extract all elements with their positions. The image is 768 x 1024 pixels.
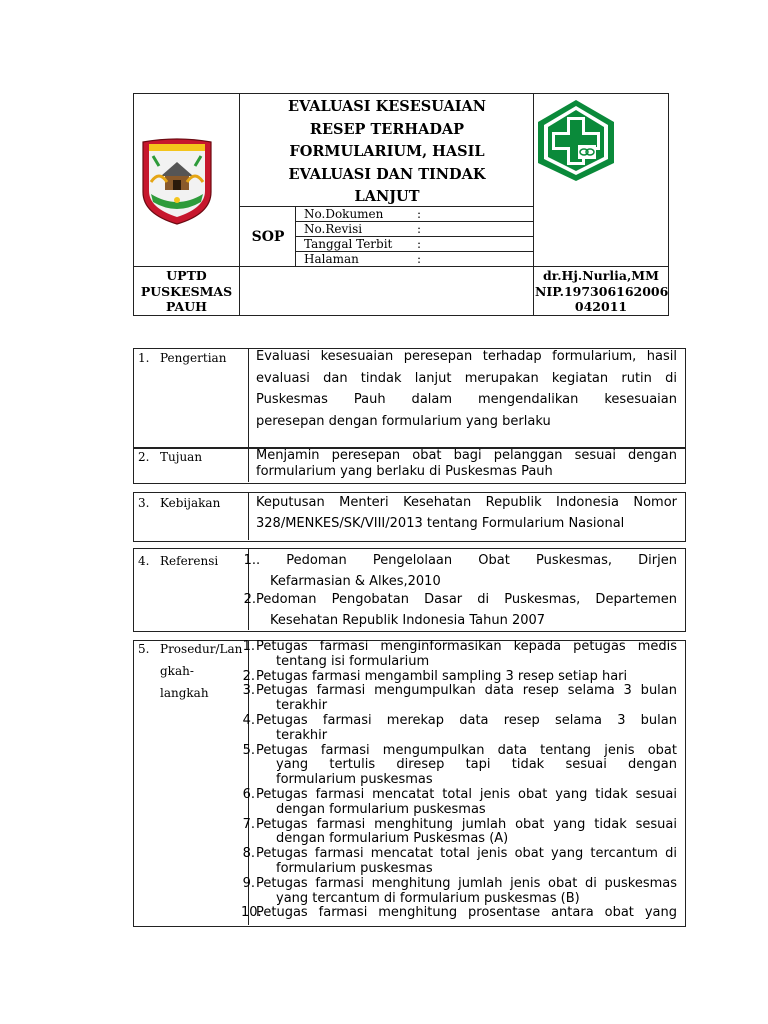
procedure-step	[241, 684, 677, 714]
step-number: 10.	[241, 905, 262, 921]
signer-line: NIP.197306162006	[535, 283, 669, 299]
doc-field-label: Halaman	[304, 252, 359, 266]
title-line: EVALUASI DAN TINDAK	[288, 165, 486, 183]
procedure-step	[241, 877, 677, 907]
section-title: gkah-	[160, 664, 194, 678]
section-label	[138, 492, 220, 514]
text-line: formularium yang berlaku di Puskesmas Pauh	[256, 464, 553, 479]
doc-field-row	[0, 237, 768, 252]
unit-line: PUSKESMAS	[140, 283, 233, 299]
procedure-step	[241, 714, 677, 744]
step-number: 1.	[242, 639, 255, 654]
procedure-step	[241, 847, 677, 877]
step-number: 8.	[242, 846, 255, 862]
step-text: Petugas farmasi mengumpulkan data tentang jenis obat	[256, 742, 677, 758]
step-number: 9.	[242, 875, 255, 891]
text-line: Menjamin peresepan obat bagi pelanggan sesuai dengan	[256, 448, 677, 463]
signer-line: 042011	[574, 299, 628, 314]
doc-field-label: Tanggal Terbit	[304, 237, 393, 251]
step-text: formularium puskesmas	[276, 772, 433, 788]
text-line: Keputusan Menteri Kesehatan Republik Indonesia Nomor	[256, 495, 677, 510]
section-number: 5.	[138, 642, 150, 656]
doc-field-row	[0, 252, 768, 267]
signer-block	[535, 268, 667, 315]
step-text: Petugas farmasi mencatat total jenis obat yang tidak sesuai	[256, 786, 677, 802]
doc-field-colon: :	[417, 207, 422, 221]
step-text: Petugas farmasi menghitung jumlah obat yang tidak sesuai	[256, 816, 677, 832]
text-line: peresepan dengan formularium yang berlaku	[256, 413, 551, 429]
title-line: FORMULARIUM, HASIL	[289, 143, 485, 160]
doc-field-colon: :	[417, 222, 422, 236]
step-text: terakhir	[276, 727, 328, 743]
list-item	[241, 589, 677, 631]
text-line: evaluasi dan tindak lanjut merupakan kegiatan rutin di	[256, 370, 677, 386]
step-text: Petugas farmasi menghitung prosentase antara obat yang	[256, 905, 677, 921]
section-label	[138, 446, 202, 468]
text-line: 328/MENKES/SK/VIII/2013 tentang Formularium Nasional	[256, 516, 625, 531]
step-number: 6.	[242, 786, 255, 802]
item-text: Pedoman Pengobatan Dasar di Puskesmas, Departemen	[256, 592, 677, 607]
section-number: 4.	[138, 554, 150, 568]
section-title: Referensi	[160, 554, 219, 568]
text-line: Evaluasi kesesuaian peresepan terhadap formularium, hasil	[256, 349, 677, 364]
section-title: Prosedur/Lan	[160, 642, 243, 656]
signer-line: dr.Hj.Nurlia,MM	[543, 268, 659, 283]
section-label	[138, 347, 226, 369]
item-text: . Pedoman Pengelolaan Obat Puskesmas, Dirjen	[256, 553, 677, 568]
procedure-step	[241, 640, 677, 670]
step-text: Petugas farmasi menghitung jumlah jenis obat di puskesmas	[256, 875, 677, 891]
doc-field-label: No.Dokumen	[304, 207, 384, 221]
doc-field-row	[0, 222, 768, 237]
step-text: yang tercantum di formularium puskesmas (B)	[276, 890, 580, 906]
section-number: 3.	[138, 496, 150, 510]
doc-field-label: No.Revisi	[304, 222, 363, 236]
step-text: formularium puskesmas	[276, 860, 433, 876]
item-number: 1.	[243, 553, 256, 568]
title-line: LANJUT	[354, 188, 420, 205]
reference-list	[241, 550, 677, 631]
section-title: Kebijakan	[160, 496, 221, 510]
section-label	[138, 638, 244, 704]
unit-line: UPTD	[166, 268, 207, 283]
doc-field-colon: :	[417, 237, 422, 251]
procedure-step	[241, 818, 677, 848]
unit-name	[134, 268, 239, 315]
step-text: tentang isi formularium	[276, 653, 430, 669]
item-number: 2.	[243, 592, 256, 607]
section-text	[256, 346, 677, 432]
unit-line: PAUH	[166, 299, 207, 314]
procedure-step	[241, 670, 677, 685]
section-number: 1.	[138, 351, 150, 365]
step-text: Petugas farmasi merekap data resep selama 3 bulan	[256, 712, 677, 728]
step-text: dengan formularium puskesmas	[276, 801, 486, 817]
title-line: EVALUASI KESESUAIAN	[288, 98, 486, 115]
step-number: 4.	[242, 712, 255, 728]
step-text: Petugas farmasi menginformasikan kepada petugas medis	[256, 639, 677, 654]
section-title: Tujuan	[160, 450, 203, 464]
section-text	[256, 492, 677, 534]
doc-field-colon: :	[417, 252, 422, 266]
doc-field-row	[0, 207, 768, 222]
step-number: 2.	[242, 668, 255, 684]
step-text: dengan formularium Puskesmas (A)	[276, 831, 509, 847]
step-number: 3.	[242, 683, 255, 699]
item-text: Kesehatan Republik Indonesia Tahun 2007	[270, 613, 546, 628]
procedure-step	[241, 906, 677, 921]
text-line: Puskesmas Pauh dalam mengendalikan kesesuaian	[256, 392, 677, 407]
procedure-step	[241, 788, 677, 818]
section-number: 2.	[138, 450, 150, 464]
step-text: Petugas farmasi mengumpulkan data resep selama 3 bulan	[256, 683, 677, 699]
item-text: Kefarmasian & Alkes,2010	[270, 574, 441, 589]
sop-label: SOP	[251, 229, 285, 245]
step-text: terakhir	[276, 698, 328, 714]
step-text: Petugas farmasi mencatat total jenis obat yang tercantum di	[256, 846, 677, 862]
step-text: yang tertulis diresep tapi tidak sesuai dengan	[276, 757, 677, 773]
document-title	[240, 96, 534, 209]
list-item	[241, 550, 677, 592]
section-label	[138, 550, 218, 572]
step-number: 7.	[242, 816, 255, 832]
puskesmas-logo	[534, 97, 618, 183]
step-text: Petugas farmasi mengambil sampling 3 resep setiap hari	[256, 668, 628, 684]
section-title: langkah	[160, 686, 209, 700]
procedure-steps	[241, 640, 677, 921]
step-number: 5.	[242, 742, 255, 758]
section-title: Pengertian	[160, 351, 227, 365]
procedure-step	[241, 744, 677, 788]
section-text	[256, 448, 677, 480]
title-line: RESEP TERHADAP	[309, 120, 465, 138]
